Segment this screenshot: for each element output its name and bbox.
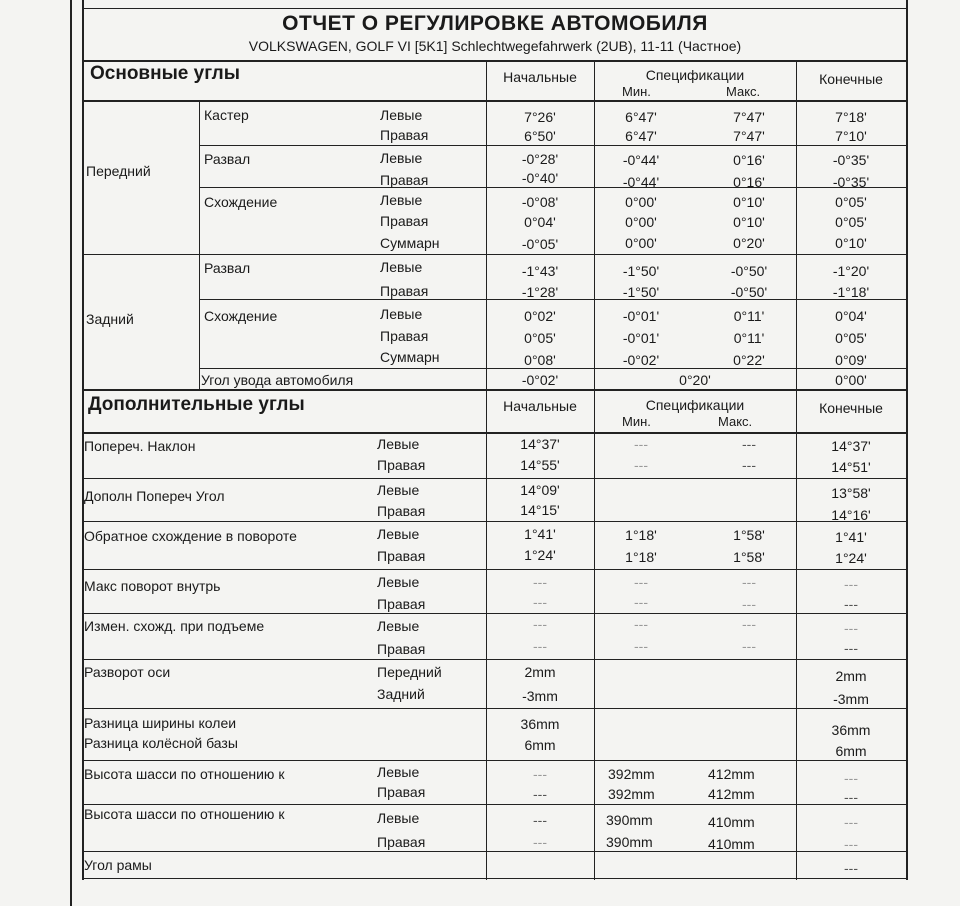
divider-camber-front — [199, 145, 908, 146]
param-toe-rear: Схождение — [204, 308, 278, 324]
value-final: 0°05' — [835, 330, 867, 346]
side-label: Левые — [380, 107, 423, 123]
value-final: 0°05' — [835, 194, 867, 210]
value-max: 0°10' — [733, 194, 765, 210]
value-min: -1°50' — [622, 284, 660, 300]
value-min: 6°47' — [625, 128, 657, 144]
value-min: 0°00' — [625, 235, 657, 251]
max-header: Макс. — [726, 84, 761, 99]
value-max: --- — [742, 436, 756, 452]
value-initial: 2mm — [524, 664, 556, 680]
value-initial: 0°08' — [524, 352, 556, 368]
value-final: --- — [844, 640, 858, 656]
value-final: --- — [844, 836, 858, 852]
value-min: -0°01' — [622, 330, 660, 346]
page-left-border — [70, 0, 72, 906]
value-final: 0°05' — [835, 214, 867, 230]
divider-rear — [82, 254, 908, 255]
spec-header: Спецификации — [645, 67, 745, 83]
param-axle-offset: Разворот оси — [84, 664, 171, 680]
value-max: 0°16' — [733, 174, 765, 190]
value-initial: 0°02' — [524, 308, 556, 324]
divider-x9 — [82, 851, 908, 852]
side-label: Левые — [377, 618, 420, 634]
value-final: 1°24' — [835, 550, 867, 566]
value-final: -3mm — [833, 691, 869, 707]
side-label: Левые — [380, 192, 423, 208]
value-max: 0°11' — [733, 308, 765, 324]
value-min: -1°50' — [622, 263, 660, 279]
value-initial: 6°50' — [524, 128, 556, 144]
side-label: Левые — [380, 150, 423, 166]
value-final: 2mm — [835, 668, 867, 684]
value-min: -0°44' — [622, 152, 660, 168]
param-camber-front: Развал — [204, 151, 251, 167]
value-min: -0°02' — [622, 352, 660, 368]
frame-top — [82, 8, 908, 9]
side-label: Правая — [380, 127, 429, 143]
value-min: 1°18' — [625, 549, 657, 565]
value-min: --- — [634, 436, 648, 452]
value-final: 0°04' — [835, 308, 867, 324]
divider-x3 — [82, 569, 908, 570]
thrust-angle-label: Угол увода автомобиля — [201, 372, 354, 388]
value-max: 410mm — [708, 814, 755, 830]
report-title: ОТЧЕТ О РЕГУЛИРОВКЕ АВТОМОБИЛЯ — [282, 12, 708, 35]
value-final: 1°41' — [835, 529, 867, 545]
divider-x6 — [82, 708, 908, 709]
value-max: 410mm — [708, 836, 755, 852]
value-max: --- — [742, 596, 756, 612]
param-ride-height-2: Высота шасси по отношению к — [84, 806, 285, 822]
side-label: Правая — [377, 834, 426, 850]
value-initial: 1°41' — [524, 526, 556, 542]
divider-thrust — [199, 368, 908, 369]
value-initial: 0°05' — [524, 330, 556, 346]
value-final: 0°09' — [835, 352, 867, 368]
value-initial: 14°15' — [520, 502, 560, 518]
value-max: 412mm — [708, 786, 755, 802]
side-label: Левые — [380, 306, 423, 322]
value-initial: --- — [533, 786, 547, 802]
side-label: Суммарн — [380, 235, 440, 251]
value-max: --- — [742, 638, 756, 654]
value-final: --- — [844, 576, 858, 592]
value-min: 390mm — [606, 812, 653, 828]
side-label: Правая — [377, 503, 426, 519]
value-max: -0°50' — [730, 284, 768, 300]
value-initial: 14°09' — [520, 482, 560, 498]
param-max-turn-in: Макс поворот внутрь — [84, 578, 221, 594]
value-max: 7°47' — [733, 109, 765, 125]
min-header: Мин. — [622, 84, 651, 99]
value-min: --- — [634, 638, 648, 654]
param-track-width-diff: Разница ширины колеи — [84, 715, 237, 731]
value-final: 14°51' — [831, 459, 871, 475]
value-initial: -0°28' — [521, 151, 559, 167]
value-max: 0°10' — [733, 214, 765, 230]
value-final: --- — [844, 814, 858, 830]
value-final: -1°20' — [832, 263, 870, 279]
side-label: Передний — [377, 664, 442, 680]
side-label: Задний — [377, 686, 425, 702]
value-max: 1°58' — [733, 549, 765, 565]
param-camber-rear: Развал — [204, 260, 251, 276]
value-initial: 7°26' — [524, 109, 556, 125]
min-header-2: Мин. — [622, 414, 651, 429]
value-min: --- — [634, 616, 648, 632]
param-toe-out-on-turns: Обратное схождение в повороте — [84, 528, 297, 544]
value-min: --- — [634, 457, 648, 473]
divider-x10 — [82, 878, 908, 879]
side-label: Правая — [380, 213, 429, 229]
group-front: Передний — [86, 163, 151, 179]
alignment-report — [82, 0, 908, 906]
side-label: Правая — [380, 328, 429, 344]
value-max: 0°22' — [733, 352, 765, 368]
value-initial: -0°08' — [521, 194, 559, 210]
extra-header-divider — [82, 432, 908, 434]
divider-x4 — [82, 613, 908, 614]
value-min: 0°00' — [625, 214, 657, 230]
vehicle-info: VOLKSWAGEN, GOLF VI [5K1] Schlechtwegefahrwerk (2UB), 11-11 (Частное) — [248, 38, 742, 54]
value-max: 7°47' — [733, 128, 765, 144]
value-final: 14°16' — [831, 507, 871, 523]
side-label: Левые — [377, 526, 420, 542]
value-final: --- — [844, 620, 858, 636]
value-initial: -1°43' — [521, 263, 559, 279]
value-final: 14°37' — [831, 438, 871, 454]
value-initial: --- — [533, 574, 547, 590]
divider-x5 — [82, 659, 908, 660]
group-rear: Задний — [86, 311, 134, 327]
value-initial: --- — [533, 594, 547, 610]
value-final: 36mm — [831, 722, 871, 738]
side-label: Правая — [377, 784, 426, 800]
value-final: -0°35' — [832, 152, 870, 168]
value-initial: -0°40' — [521, 170, 559, 186]
value-min: --- — [634, 594, 648, 610]
value-final: 0°10' — [835, 235, 867, 251]
value-max: -0°50' — [730, 263, 768, 279]
divider-x2 — [82, 521, 908, 522]
value-initial: 0°04' — [524, 214, 556, 230]
max-header-2: Макс. — [718, 414, 753, 429]
side-label: Левые — [377, 436, 420, 452]
side-label: Правая — [380, 283, 429, 299]
value-min: 392mm — [608, 766, 655, 782]
value-initial: -0°05' — [521, 236, 559, 252]
final-header: Конечные — [819, 71, 883, 87]
spec-header-2: Спецификации — [645, 397, 745, 413]
side-label: Правая — [380, 172, 429, 188]
value-final: -0°35' — [832, 174, 870, 190]
value-initial: --- — [533, 812, 547, 828]
side-label: Правая — [377, 641, 426, 657]
value-min: 1°18' — [625, 527, 657, 543]
value-min: --- — [634, 574, 648, 590]
value-max: 0°20' — [733, 235, 765, 251]
value-max: --- — [742, 616, 756, 632]
value-initial: 1°24' — [524, 547, 556, 563]
title-divider — [82, 60, 908, 62]
value-initial: --- — [533, 638, 547, 654]
value-final: -1°18' — [832, 284, 870, 300]
value-min: -0°44' — [622, 174, 660, 190]
value-min: 390mm — [606, 834, 653, 850]
value-max: 1°58' — [733, 527, 765, 543]
value-initial: --- — [533, 834, 547, 850]
value-final: 6mm — [835, 743, 867, 759]
frame-right — [906, 0, 908, 880]
value-initial: -3mm — [522, 688, 558, 704]
param-included-angle: Дополн Попереч Угол — [84, 488, 225, 504]
thrust-spec: 0°20' — [679, 372, 711, 388]
value-initial: --- — [533, 766, 547, 782]
value-initial: 14°55' — [520, 457, 560, 473]
side-label: Правая — [377, 457, 426, 473]
param-kpi: Попереч. Наклон — [84, 438, 196, 454]
value-final: 7°18' — [835, 109, 867, 125]
param-caster: Кастер — [204, 107, 249, 123]
value-final: --- — [844, 596, 858, 612]
side-label: Левые — [377, 574, 420, 590]
value-final: --- — [844, 860, 858, 876]
value-final: --- — [844, 770, 858, 786]
initial-header: Начальные — [503, 69, 577, 85]
value-min: 0°00' — [625, 194, 657, 210]
value-initial: 6mm — [524, 737, 556, 753]
side-label: Левые — [377, 764, 420, 780]
param-ride-height-1: Высота шасси по отношению к — [84, 766, 285, 782]
value-max: 0°16' — [733, 152, 765, 168]
main-header-divider — [82, 100, 908, 102]
value-min: 392mm — [608, 786, 655, 802]
side-label: Суммарн — [380, 349, 440, 365]
param-bump-steer: Измен. схожд. при подъеме — [84, 618, 265, 634]
value-final: 7°10' — [835, 128, 867, 144]
value-max: 412mm — [708, 766, 755, 782]
value-final: --- — [844, 789, 858, 805]
value-initial: -1°28' — [521, 284, 559, 300]
final-header-2: Конечные — [819, 400, 883, 416]
side-label: Левые — [380, 259, 423, 275]
extra-angles-heading: Дополнительные углы — [88, 394, 305, 415]
thrust-final: 0°00' — [835, 372, 867, 388]
value-max: --- — [742, 457, 756, 473]
param-toe-front: Схождение — [204, 194, 278, 210]
main-bottom-divider — [82, 389, 908, 391]
param-wheelbase-diff: Разница колёсной базы — [84, 735, 238, 751]
value-final: 13°58' — [831, 485, 871, 501]
param-frame-angle: Угол рамы — [84, 857, 152, 873]
value-initial: 36mm — [520, 716, 560, 732]
value-initial: --- — [533, 616, 547, 632]
value-max: 0°11' — [733, 330, 765, 346]
side-label: Правая — [377, 548, 426, 564]
divider-x1 — [82, 478, 908, 479]
thrust-initial: -0°02' — [521, 372, 559, 388]
side-label: Правая — [377, 596, 426, 612]
side-label: Левые — [377, 810, 420, 826]
side-label: Левые — [377, 482, 420, 498]
value-max: --- — [742, 574, 756, 590]
value-min: 6°47' — [625, 109, 657, 125]
main-angles-heading: Основные углы — [90, 63, 240, 84]
divider-x8 — [82, 804, 908, 805]
initial-header-2: Начальные — [503, 398, 577, 414]
value-initial: 14°37' — [520, 436, 560, 452]
divider-x7 — [82, 760, 908, 761]
value-min: -0°01' — [622, 308, 660, 324]
